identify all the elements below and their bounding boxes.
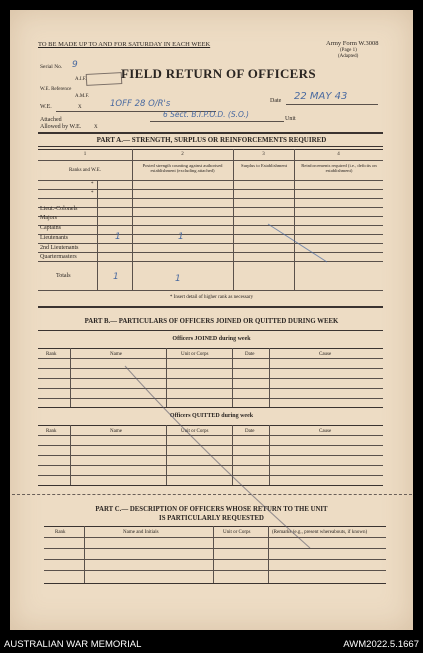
aif-label: A.I.F. xyxy=(75,77,87,82)
part-a-col2-header: Posted strength counting against authorised establishment (excluding attached) xyxy=(142,163,223,173)
rank-lieut-colonels: Lieut.-Colonels xyxy=(40,206,78,212)
joined-col-name: Name xyxy=(110,352,122,357)
part-a-col4-number: 4 xyxy=(337,152,340,157)
instruction-text: TO BE MADE UP TO AND FOR SATURDAY IN EACH WEEK xyxy=(38,41,211,48)
lieutenants-we-value: 1 xyxy=(115,232,121,242)
joined-col-unit: Unit or Corps xyxy=(181,352,209,357)
totals-label: Totals xyxy=(56,273,71,279)
date-label: Date xyxy=(270,98,282,104)
we-value: 1OFF 28 O/R's xyxy=(110,99,171,109)
part-c-title-line1: PART C.— DESCRIPTION OF OFFICERS WHOSE RETURN TO THE UNIT xyxy=(95,506,328,513)
part-b-title: PART B.— PARTICULARS OF OFFICERS JOINED OR QUITTED DURING WEEK xyxy=(84,318,339,325)
we-reference-label: W.E. Reference xyxy=(40,87,72,92)
rank-lieutenants: Lieutenants xyxy=(40,235,68,241)
part-a-title: PART A.— STRENGTH, SURPLUS OR REINFORCEMENTS REQUIRED xyxy=(96,136,327,144)
rank-captains: Captains xyxy=(40,225,61,231)
totals-posted-value: 1 xyxy=(175,274,181,284)
part-c-col-unit: Unit or Corps xyxy=(223,530,251,535)
part-c-col-rank: Rank xyxy=(55,530,66,535)
date-value: 22 MAY 43 xyxy=(294,91,348,102)
we-label: W.E. xyxy=(40,104,52,110)
joined-title: Officers JOINED during week xyxy=(172,336,251,342)
footer-left: AUSTRALIAN WAR MEMORIAL xyxy=(4,639,142,650)
form-page: (Page 1) xyxy=(340,48,357,53)
unit-value: 6 Sect. B.I.P.O.D. (S.O.) xyxy=(163,110,249,119)
rank-majors: Majors xyxy=(40,215,57,221)
quitted-col-name: Name xyxy=(110,429,122,434)
footer-right: AWM2022.5.1667 xyxy=(343,639,419,650)
part-a-col1-number: 1 xyxy=(83,152,87,157)
unit-label: Unit xyxy=(285,116,296,122)
part-a-footnote: * Insert detail of higher rank as necessary xyxy=(169,295,254,300)
part-c-title-line2: IS PARTICULARLY REQUESTED xyxy=(159,515,264,522)
allowed-x-label: X xyxy=(94,125,98,130)
joined-col-cause: Cause xyxy=(319,352,332,357)
quitted-col-date: Date xyxy=(245,429,255,434)
we-x-label: X xyxy=(78,105,82,110)
allowed-label: Allowed by W.E. xyxy=(40,124,82,130)
lieutenants-posted-value: 1 xyxy=(178,232,184,242)
rank-2nd-lieutenants: 2nd Lieutenants xyxy=(40,245,79,251)
serial-label: Serial No. xyxy=(40,64,63,70)
part-a-col3-number: 3 xyxy=(262,152,265,157)
part-c-col-name: Name and Initials xyxy=(123,530,159,535)
form-title: FIELD RETURN OF OFFICERS xyxy=(121,66,316,81)
form-name: Army Form W.3008 xyxy=(326,40,379,47)
rank-quartermasters: Quartermasters xyxy=(40,254,77,260)
amf-label: A.M.F. xyxy=(75,94,90,99)
quitted-col-rank: Rank xyxy=(46,429,57,434)
part-c-col-remarks: (Remarks (e.g., present whereabouts, if known) xyxy=(272,530,368,535)
quitted-col-cause: Cause xyxy=(319,429,332,434)
joined-col-date: Date xyxy=(245,352,255,357)
joined-col-rank: Rank xyxy=(46,352,57,357)
quitted-title: Officers QUITTED during week xyxy=(169,413,254,419)
part-a-col2-number: 2 xyxy=(181,152,184,157)
part-a-col4-header: Reinforcements required (i.e., deficits on establishment) xyxy=(301,163,377,173)
attached-label: Attached xyxy=(40,117,62,123)
part-b-c-strike-line xyxy=(125,366,310,548)
form-adapted: (Adapted) xyxy=(338,54,359,59)
part-a-strike-line xyxy=(268,224,327,262)
totals-we-value: 1 xyxy=(113,272,119,282)
serial-value: 9 xyxy=(72,60,78,70)
part-a-col3-header: Surplus to Establishment xyxy=(241,163,287,168)
part-a-col1-header: Ranks and W.E. xyxy=(69,168,101,173)
quitted-col-unit: Unit or Corps xyxy=(181,429,209,434)
